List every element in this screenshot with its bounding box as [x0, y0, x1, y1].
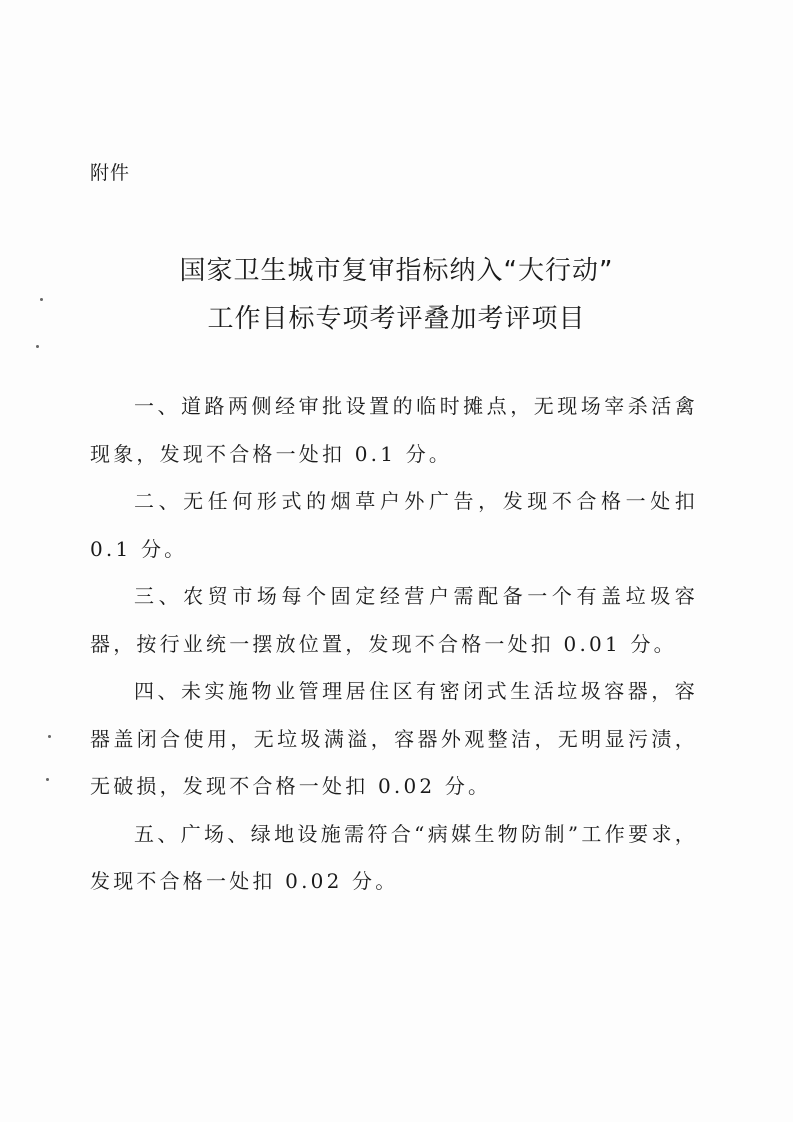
- scan-speck: [46, 778, 49, 781]
- document-body: [90, 383, 698, 906]
- scan-speck: [40, 298, 43, 301]
- paragraph-item-1: 一、道路两侧经审批设置的临时摊点，无现场宰杀活禽现象，发现不合格一处扣 0.1 分。: [90, 394, 698, 466]
- scan-speck: [48, 735, 51, 738]
- document-title-line-1: 国家卫生城市复审指标纳入“大行动”: [179, 256, 614, 286]
- paragraph-item-5: 五、广场、绿地设施需符合“病媒生物防制”工作要求，发现不合格一处扣 0.02 分。: [90, 821, 698, 893]
- scan-speck: [36, 345, 39, 348]
- paragraph-item-4: 四、未实施物业管理居住区有密闭式生活垃圾容器，容器盖闭合使用，无垃圾满溢，容器外观整洁，无明显污渍，无破损，发现不合格一处扣 0.02 分。: [90, 679, 698, 798]
- attachment-label: 附件: [90, 162, 131, 184]
- paragraph-item-2: 二、无任何形式的烟草户外广告，发现不合格一处扣 0.1 分。: [90, 489, 698, 561]
- paragraph-item-3: 三、农贸市场每个固定经营户需配备一个有盖垃圾容器，按行业统一摆放位置，发现不合格一处扣 0.01 分。: [90, 584, 698, 656]
- document-title-line-2: 工作目标专项考评叠加考评项目: [207, 304, 586, 334]
